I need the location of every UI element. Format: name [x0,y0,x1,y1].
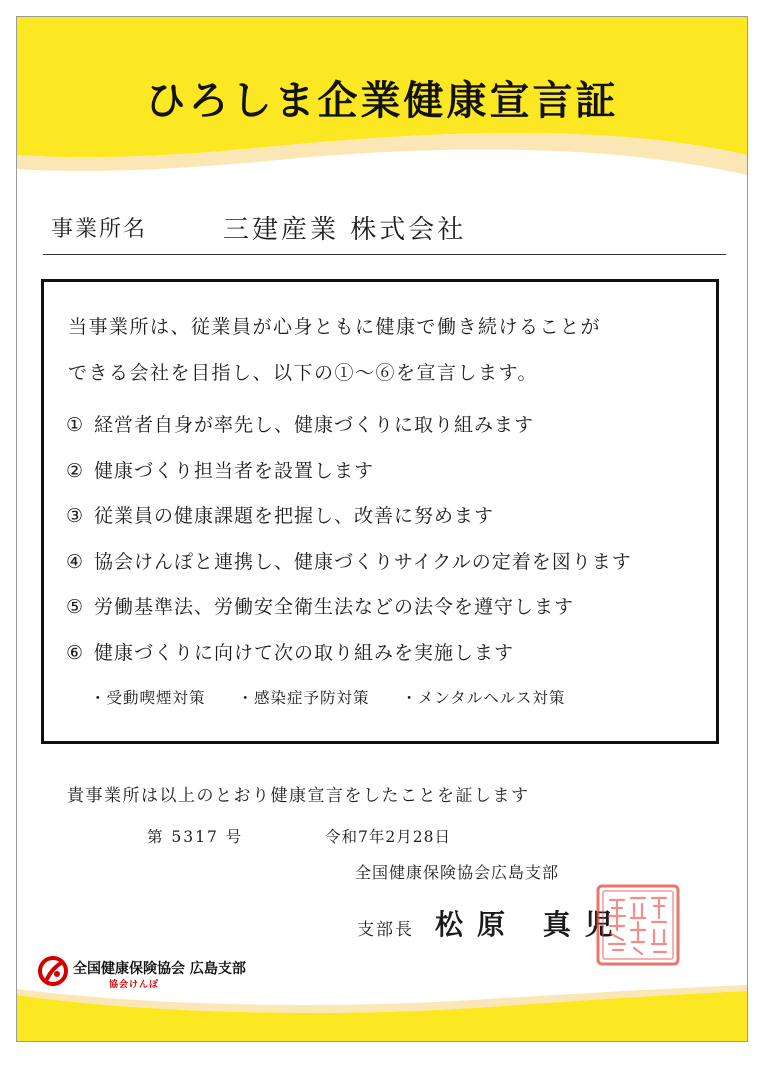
item-text: 健康づくり担当者を設置します [94,459,375,482]
declaration-item-5 [66,592,706,638]
declaration-item-3 [66,501,706,547]
association-logo [37,955,297,995]
official-seal-stamp [594,882,682,968]
item-number: ③ [66,505,85,527]
certificate-frame [16,16,748,1042]
logo-sub-text: 協会けんぽ [109,980,160,990]
declaration-item-1 [66,410,706,456]
declaration-item-2 [66,456,706,502]
item-text: 従業員の健康課題を把握し、改善に努めます [94,505,495,527]
measure-item: ・メンタルヘルス対策 [401,689,566,707]
intro-line-1: 当事業所は、従業員が心身ともに健康で働き続けることが [68,316,602,338]
item-text: 経営者自身が率先し、健康づくりに取り組みます [94,414,535,436]
measure-item: ・受動喫煙対策 [90,689,206,707]
certificate-number: 第 5317 号 [147,828,244,846]
measures-list [90,686,591,708]
issue-date: 令和7年2月28日 [325,828,451,846]
intro-line-2: できる会社を目指し、以下の①～⑥を宣言します。 [68,362,538,384]
item-text: 労働基準法、労働安全衛生法などの法令を遵守します [94,596,575,618]
office-label: 事業所名 [51,217,148,242]
office-name: 三建産業 株式会社 [223,215,467,245]
measure-item: ・感染症予防対策 [237,689,370,707]
certification-statement: 貴事業所は以上のとおり健康宣言をしたことを証します [67,786,530,806]
office-name-row [43,200,726,255]
issuer-organization: 全国健康保険協会広島支部 [355,863,560,882]
declaration-item-4 [66,547,706,593]
item-number: ② [66,459,85,482]
item-text: 健康づくりに向けて次の取り組みを実施します [94,641,515,664]
declaration-items [66,410,706,683]
signer-title: 支部長 [357,920,414,940]
item-number: ④ [66,550,85,573]
declaration-item-6 [66,638,706,684]
logo-main-text: 全国健康保険協会 広島支部 [73,961,246,977]
certificate-title: ひろしま企業健康宣言証 [145,77,619,124]
declaration-box [41,279,719,744]
signer-name: 松原 真児 [435,908,627,941]
item-text: 協会けんぽと連携し、健康づくりサイクルの定着を図ります [94,550,632,573]
item-number: ⑤ [66,596,85,618]
kyokai-kenpo-logo-icon [37,955,69,987]
item-number: ① [66,414,85,436]
item-number: ⑥ [66,641,85,664]
